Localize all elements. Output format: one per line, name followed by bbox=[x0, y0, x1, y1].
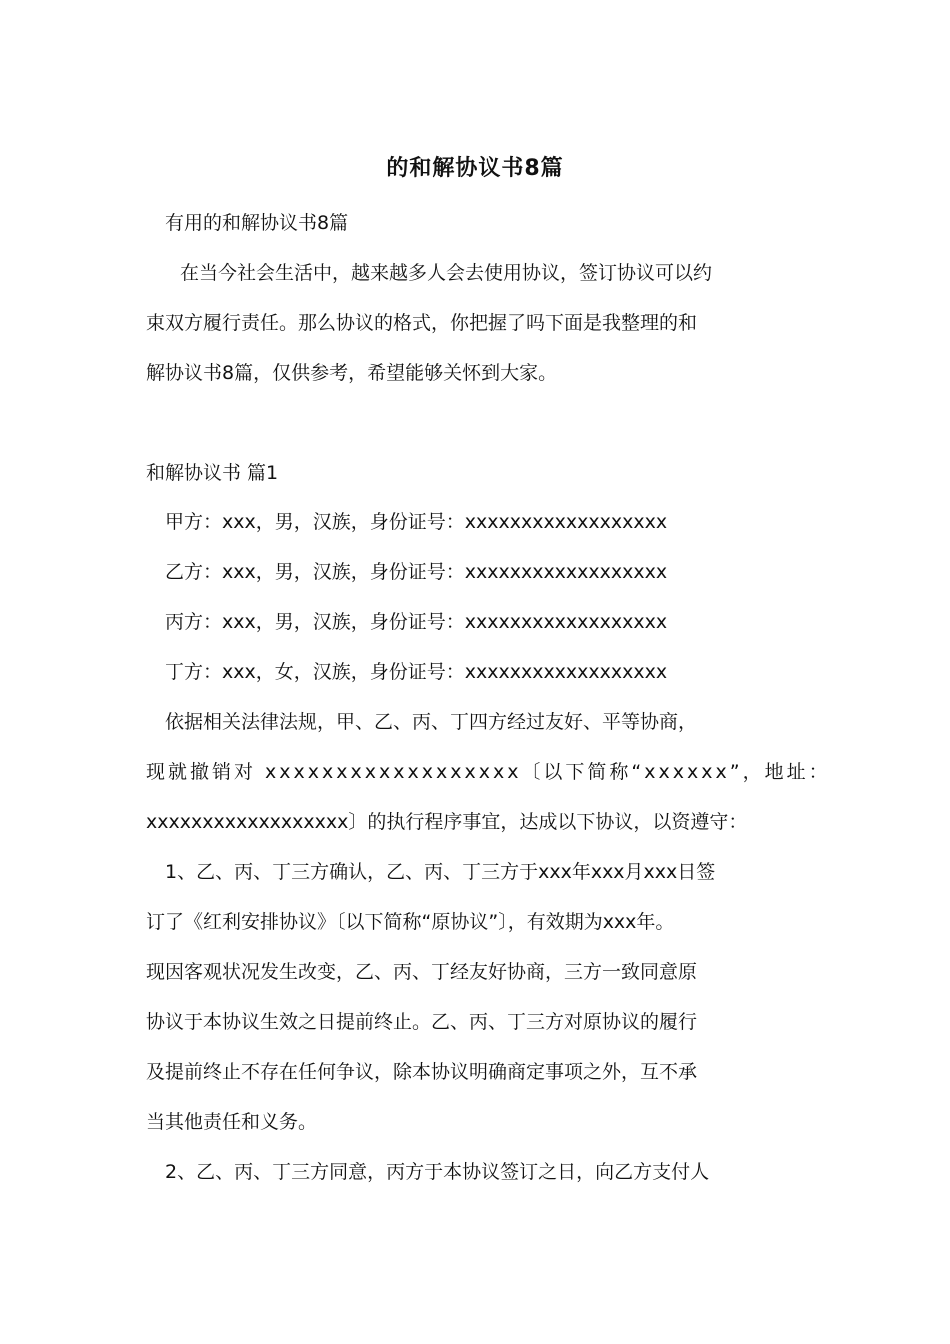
document-title: 的和解协议书8篇 bbox=[386, 156, 564, 181]
clause-1-line-5: 及提前终止不存在任何争议，除本协议明确商定事项之外，互不承 bbox=[146, 1061, 698, 1083]
party-b-line: 乙方：xxx，男，汉族，身份证号：xxxxxxxxxxxxxxxxxx bbox=[165, 561, 668, 583]
clause-1-line-6: 当其他责任和义务。 bbox=[146, 1111, 318, 1133]
clause-1-line-4: 协议于本协议生效之日提前终止。乙、丙、丁三方对原协议的履行 bbox=[146, 1011, 698, 1033]
agreement-intro-line-3: xxxxxxxxxxxxxxxxxx〕的执行程序事宜，达成以下协议，以资遵守： bbox=[146, 811, 748, 833]
agreement-intro-line-2: 现就撤销对 xxxxxxxxxxxxxxxxxx〔以下简称“xxxxxx”，地址： bbox=[146, 761, 831, 783]
party-a-line: 甲方：xxx，男，汉族，身份证号：xxxxxxxxxxxxxxxxxx bbox=[165, 511, 668, 533]
clause-2-line-1: 2、乙、丙、丁三方同意，丙方于本协议签订之日，向乙方支付人 bbox=[165, 1161, 710, 1183]
clause-1-line-1: 1、乙、丙、丁三方确认，乙、丙、丁三方于xxx年xxx月xxx日签 bbox=[165, 861, 716, 883]
clause-1-line-3: 现因客观状况发生改变，乙、丙、丁经友好协商，三方一致同意原 bbox=[146, 961, 698, 983]
subtitle-line: 有用的和解协议书8篇 bbox=[165, 212, 349, 234]
party-c-line: 丙方：xxx，男，汉族，身份证号：xxxxxxxxxxxxxxxxxx bbox=[165, 611, 668, 633]
intro-line-1: 在当今社会生活中，越来越多人会去使用协议，签订协议可以约 bbox=[180, 262, 713, 284]
intro-line-3: 解协议书8篇，仅供参考，希望能够关怀到大家。 bbox=[146, 362, 558, 384]
clause-1-line-2: 订了《红利安排协议》〔以下简称“原协议”〕，有效期为xxx年。 bbox=[146, 911, 675, 933]
section-heading: 和解协议书 篇1 bbox=[146, 462, 279, 484]
party-d-line: 丁方：xxx，女，汉族，身份证号：xxxxxxxxxxxxxxxxxx bbox=[165, 661, 668, 683]
intro-line-2: 束双方履行责任。那么协议的格式，你把握了吗下面是我整理的和 bbox=[146, 312, 698, 334]
agreement-intro-line-1: 依据相关法律法规，甲、乙、丙、丁四方经过友好、平等协商， bbox=[165, 711, 698, 733]
